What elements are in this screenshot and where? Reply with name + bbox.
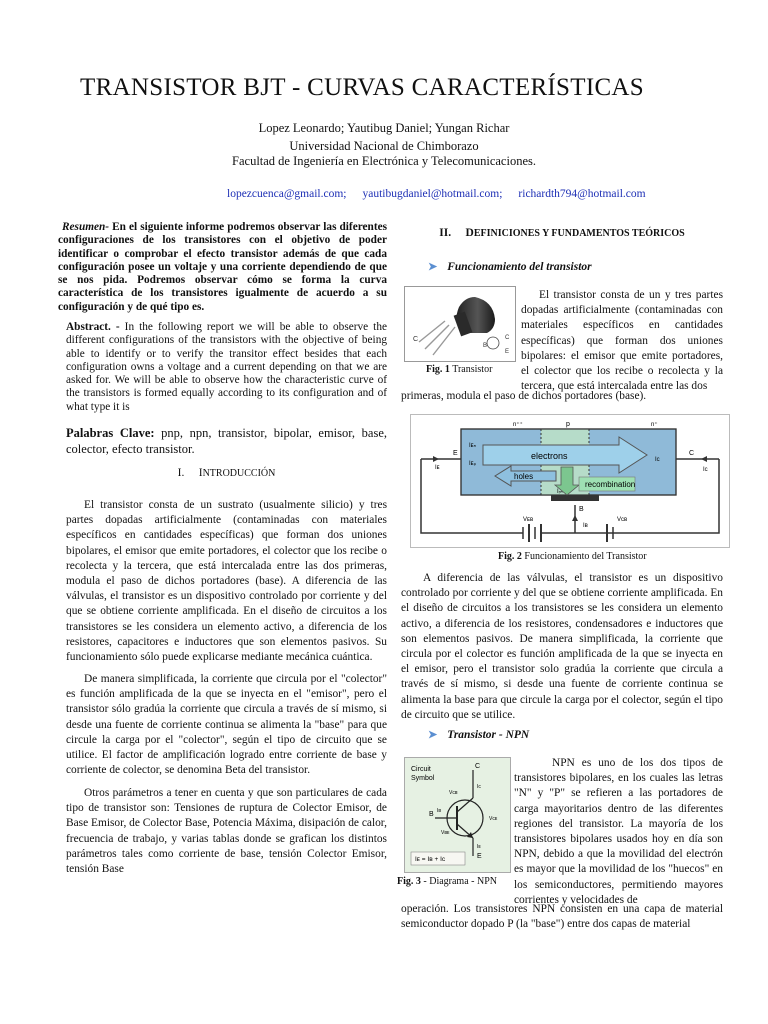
subsection-title: Funcionamiento del transistor bbox=[447, 261, 592, 273]
npn-full-text: operación. Los transistores NPN consisten en una capa de material semiconductor dopado P (la "base") entre dos capas de material bbox=[401, 903, 723, 931]
current-label: Iᴇₚ bbox=[469, 461, 477, 467]
section-number: I. bbox=[177, 467, 185, 479]
current-label: Iʙ bbox=[583, 523, 588, 529]
figure-label: Fig. 3 bbox=[397, 876, 421, 887]
region-label: p bbox=[566, 421, 570, 428]
electrons-label: electrons bbox=[531, 451, 568, 461]
section-heading-definiciones bbox=[401, 227, 723, 239]
funcionamiento-paragraph-2: A diferencia de las válvulas, el transistor es un dispositivo controlado por corriente y del que se obtiene corriente amplificada. En el diseño de circuitos a los transistores se les considera un elemento activo, a diferencia de los resistores, condensadores e inductores que son elementos pasivos. De manera simplificada, la corriente que circula por el colector es función amplificada de la que se inyecta en el emisor, pero el transistor solo gradúa la corriente que circula a través de sí mismo, si desde una fuente de corriente continua se alimenta la base para que circule la carga por el colector, según el tipo de circuito que se utilice. bbox=[401, 572, 723, 721]
section-title-initial: D bbox=[465, 227, 474, 239]
bullet-arrow-icon: ➤ bbox=[428, 261, 438, 273]
base-label: B bbox=[579, 506, 584, 513]
figure-caption-text: - Diagrama - NPN bbox=[420, 876, 497, 887]
section-title-initial: I bbox=[198, 467, 203, 479]
npn-symbol-diagram bbox=[405, 758, 510, 872]
region-label: n⁺⁺ bbox=[513, 422, 523, 428]
fig3-label: Vʙᴇ bbox=[441, 830, 450, 836]
email-link[interactable]: richardth794@hotmail.com bbox=[518, 188, 646, 200]
emitter-label: E bbox=[453, 450, 458, 457]
funcionamiento-full-text: primeras, modula el paso de dichos portadores (base). bbox=[401, 390, 647, 402]
collector-label: C bbox=[689, 450, 695, 457]
voltage-label: Vᴄʙ bbox=[617, 517, 628, 523]
fig3-label: Iᴄ bbox=[477, 784, 481, 790]
intro-paragraph-3: Otros parámetros a tener en cuenta y que son particulares de cada tipo de transistor son: Tensiones de ruptura de Colector Emisor, de Base Emisor, de Colector Base, Potencia Máxima, disipación de calor, frecuencia de trabajo, y varias tablas donde se grafican los distintos parámetros tales como corriente de base, tensión Colector Emisor, tensión Base bbox=[66, 787, 387, 876]
figure-2-caption bbox=[498, 551, 647, 562]
figure-caption-text: Funcionamiento del Transistor bbox=[521, 551, 647, 562]
paper-title: TRANSISTOR BJT - CURVAS CARACTERÍSTICAS bbox=[80, 74, 644, 101]
figure-label: Fig. 2 bbox=[498, 551, 522, 562]
transistor-package-icon bbox=[405, 287, 515, 361]
abstract-text: In the following report we will be able to observe the different configurations of the transistors with the objective of being able to identify or to verify the transitor effect besides that each configuration owns a voltage and a current depending on that we are asked for. We will be able to observe how the characteristic curve of the transistors is formed equally according to its configuration and of what type it is bbox=[66, 321, 387, 413]
recombination-label: recombination bbox=[585, 480, 636, 489]
fig3-label: Iᴇ bbox=[477, 844, 481, 850]
keywords bbox=[66, 425, 387, 457]
fig3-pin-label: C bbox=[475, 763, 481, 770]
fig3-pin-label: B bbox=[429, 811, 434, 818]
figure-3-caption bbox=[397, 876, 497, 887]
npn-side-text: NPN es uno de los dos tipos de transistores bipolares, en los cuales las letras "N" y "P" se refieren a las portadores de carga mayoritarios dentro de las diferentes regiones del transistor. La mayoría de los transistores bipolares usados hoy en día son NPN, debido a que la movilidad del electrón es mayor que la movilidad de los "huecos" en los semiconductores, permitiendo mayores corrientes y velocidades de bbox=[514, 757, 723, 906]
figure-2-transistor-operation bbox=[410, 414, 730, 548]
figure-1-transistor-photo bbox=[404, 286, 516, 362]
figure-label: Fig. 1 bbox=[426, 364, 450, 375]
fig3-label: Iʙ bbox=[437, 808, 442, 814]
resumen-text: En el siguiente informe podremos observar las diferentes configuraciones de los transistores con el objetivo de poder identificar o comprobar el efecto transistor además de que cada configuración posee un voltaje y una corriente dependiendo de que se nos pida. Podremos observar cómo se forma la curva característica de los transistores igualmente de acuerdo a su configuración y de qué tipo es. bbox=[58, 221, 387, 313]
university: Universidad Nacional de Chimborazo bbox=[289, 139, 479, 153]
voltage-label: Vᴇʙ bbox=[523, 517, 534, 523]
faculty: Facultad de Ingeniería en Electrónica y Telecomunicaciones. bbox=[232, 154, 536, 168]
abstract-label: Abstract. - bbox=[66, 321, 120, 333]
section-number: II. bbox=[439, 227, 452, 239]
current-label: Iᴄ bbox=[655, 457, 660, 463]
symbol-label: Symbol bbox=[411, 775, 435, 782]
fig1-pin-label: E bbox=[505, 349, 510, 355]
intro-paragraph-1: El transistor consta de un sustrato (usualmente silicio) y tres partes dopadas artificialmente (contaminadas con materiales específicos en cantidades específicas) que forman dos uniones bipolares, el emisor que emite portadores, el colector que los recibe o recolecta y la tercera, que está intercalada entre las dos primeras, modula el paso de dichos portadores (base). A diferencia de las válvulas, el transistor es un dispositivo controlado por corriente y del que se obtiene corriente amplificada. En el diseño de circuitos a los transistores se les considera un elemento activo, a diferencia de los resistores, capacitores e inductores que son elementos pasivos. Su funcionamiento sólo puede explicarse mediante mecánica cuántica. bbox=[66, 499, 387, 664]
figure-1-caption bbox=[426, 364, 492, 375]
current-label: Iᴇₙ bbox=[469, 443, 476, 449]
fig1-pin-label: B bbox=[483, 343, 488, 349]
resumen bbox=[58, 221, 387, 314]
current-label: Iᴄ bbox=[703, 467, 708, 473]
current-equation: Iᴇ = Iʙ + Iᴄ bbox=[415, 856, 446, 863]
section-heading-introduccion bbox=[66, 467, 387, 479]
funcionamiento-side-text: El transistor consta de un y tres partes dopadas artificialmente (contaminadas con materiales específicos en cantidades específicas) que forman dos uniones bipolares: el emisor que emite portadores, el colector que los recibe o recolecta y la tercera, que está intercalada entre las dos bbox=[521, 289, 723, 393]
authors: Lopez Leonardo; Yautibug Daniel; Yungan Richar bbox=[258, 121, 510, 135]
email-list bbox=[227, 184, 646, 202]
figure-3-npn-diagram bbox=[404, 757, 511, 873]
subsection-heading-funcionamiento bbox=[428, 260, 592, 273]
subsection-heading-npn bbox=[428, 728, 529, 741]
email-link[interactable]: yautibugdaniel@hotmail.com; bbox=[362, 188, 503, 200]
current-label: Iᵣₙ bbox=[557, 489, 563, 495]
transistor-operation-diagram bbox=[411, 415, 729, 547]
fig3-pin-label: E bbox=[477, 853, 482, 860]
subsection-title: Transistor - NPN bbox=[447, 729, 530, 741]
resumen-label: Resumen- bbox=[62, 221, 110, 233]
fig3-label: Vᴄʙ bbox=[449, 790, 458, 796]
current-label: Iᴇ bbox=[435, 465, 440, 471]
keywords-label: Palabras Clave: bbox=[66, 426, 155, 440]
abstract bbox=[66, 321, 387, 414]
intro-paragraph-2: De manera simplificada, la corriente que circula por el "colector" es función amplificada de la que se inyecta en el "emisor", pero el transistor sólo gradúa la corriente que circula a través de sí mismo, si desde una fuente de corriente continua se alimenta la "base" para que circule la carga por el "colector", según el tipo de circuito que se utilice. El factor de amplificación logrado entre corriente de base y corriente de colector, se denomina Beta del transistor. bbox=[66, 673, 387, 777]
section-title-rest: NTRODUCCIÓN bbox=[202, 468, 276, 479]
email-link[interactable]: lopezcuenca@gmail.com; bbox=[227, 188, 347, 200]
keywords-text: pnp, npn, transistor, bipolar, emisor, base, colector, efecto transistor. bbox=[66, 426, 387, 456]
figure-caption-text: Transistor bbox=[449, 364, 493, 375]
bullet-arrow-icon: ➤ bbox=[428, 729, 438, 741]
circuit-label: Circuit bbox=[411, 766, 431, 773]
fig1-pin-label: C bbox=[413, 336, 419, 343]
fig3-label: Vᴄᴇ bbox=[489, 816, 498, 822]
fig1-pin-label: C bbox=[505, 335, 510, 341]
holes-label: holes bbox=[514, 472, 534, 481]
region-label: n⁺ bbox=[651, 422, 658, 428]
section-title-rest: EFINICIONES Y FUNDAMENTOS TEÓRICOS bbox=[473, 228, 685, 239]
